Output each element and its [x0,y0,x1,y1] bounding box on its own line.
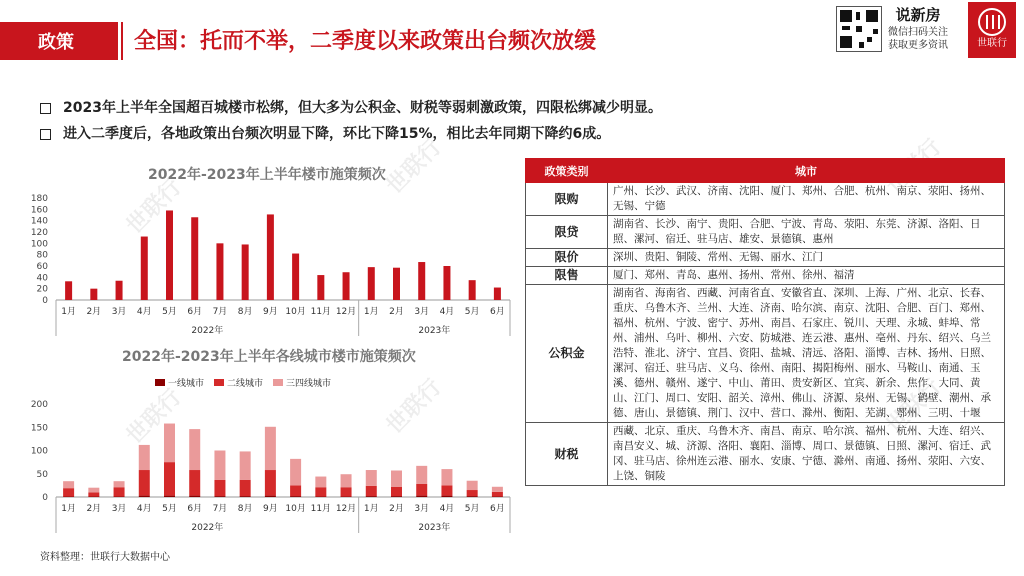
policy-city-table [525,158,1005,486]
legend-item [273,376,331,389]
bar [418,262,425,300]
bar-segment [366,486,377,496]
table-row [526,423,1005,486]
policy-type: 限售 [526,267,608,285]
x-tick-label: 12月 [335,504,357,514]
x-tick-label: 1月 [61,504,76,514]
x-tick-label: 8月 [237,307,253,317]
bar-segment [139,445,150,470]
bar-segment [265,427,276,470]
watermark: 世联行 [122,384,187,450]
bar [368,267,375,300]
x-tick-label: 1月 [363,504,379,514]
x-tick-label: 9月 [263,307,278,317]
legend-swatch [214,379,224,386]
x-tick-label: 3月 [111,504,127,514]
legend-swatch [273,379,283,386]
bar-segment [214,480,225,496]
x-tick-label: 2月 [389,307,404,317]
y-tick-label: 120 [30,228,48,238]
table-row [526,216,1005,249]
bar-segment [214,451,225,480]
x-tick-label: 3月 [414,307,430,317]
bar-segment [492,487,503,492]
x-tick-label: 4月 [439,504,455,514]
bar [443,266,450,300]
bar-segment [114,481,125,487]
bar-segment [416,496,427,497]
x-tick-label: 10月 [285,307,306,317]
company-logo [968,2,1016,58]
y-tick-label: 60 [36,262,48,272]
bar-segment [290,459,301,486]
watermark: 世联行 [382,134,447,200]
bar [393,268,400,300]
page-title: 全国：托而不举，二季度以来政策出台频次放缓 [134,29,597,54]
bar [494,288,501,300]
bar-segment [240,451,251,479]
year-group-label: 2023年 [418,523,451,533]
bar [317,275,324,300]
company-name: 世联行 [977,38,1007,49]
bar-segment [467,496,478,497]
y-tick-label: 180 [30,194,48,204]
bar-segment [189,496,200,497]
bar-segment [88,492,99,496]
bar [141,237,148,300]
bar-segment [315,487,326,496]
year-group-label: 2022年 [191,326,224,336]
bar-segment [492,492,503,497]
table-row [526,183,1005,216]
bar [90,289,97,300]
bar-segment [341,474,352,487]
bar-segment [366,496,377,497]
legend-label: 一线城市 [168,379,205,389]
bar-segment [391,487,402,496]
bar-segment [467,481,478,490]
policy-type: 公积金 [526,285,608,423]
bar-segment [416,466,427,484]
x-tick-label: 11月 [310,307,332,317]
bar-segment [189,429,200,470]
bar-segment [164,462,175,495]
bar [65,281,72,300]
watermark: 世联行 [122,174,187,240]
x-tick-label: 2月 [86,504,102,514]
x-tick-label: 6月 [187,504,203,514]
policy-cities: 深圳、贵阳、铜陵、常州、无锡、丽水、江门 [608,249,1005,267]
bar-segment [189,470,200,496]
x-tick-label: 12月 [335,307,357,317]
legend-item [155,376,204,389]
checkbox-bullet-icon [40,129,51,140]
policy-cities: 广州、长沙、武汉、济南、沈阳、厦门、郑州、合肥、杭州、南京、荥阳、扬州、无锡、宁德 [608,183,1005,216]
x-tick-label: 5月 [162,504,177,514]
bullet-text: 进入二季度后，各地政策出台频次明显下降，环比下降15%，相比去年同期下降约6成。 [63,126,611,142]
policy-cities: 厦门、郑州、青岛、惠州、扬州、常州、徐州、福清 [608,267,1005,285]
y-tick-label: 0 [42,296,48,306]
legend-label: 三四线城市 [286,379,332,389]
x-tick-label: 11月 [310,504,332,514]
table-row [526,285,1005,423]
y-tick-label: 50 [36,469,48,480]
x-tick-label: 2月 [389,504,404,514]
key-points [40,95,662,147]
policy-type: 限购 [526,183,608,216]
checkbox-bullet-icon [40,103,51,114]
bar [469,280,476,300]
x-tick-label: 5月 [464,504,480,514]
table-header-cities: 城市 [608,159,1005,183]
x-tick-label: 7月 [212,504,228,514]
bar-segment [88,488,99,493]
bar [166,210,173,300]
bar-segment [315,477,326,488]
x-tick-label: 6月 [490,504,505,514]
x-tick-label: 2月 [86,307,102,317]
policy-type: 限价 [526,249,608,267]
table-header-row [526,159,1005,183]
policy-cities: 湖南省、长沙、南宁、贵阳、合肥、宁波、青岛、荥阳、东莞、济源、洛阳、日照、漯河、宿迁、驻马店、雄安、景德镇、惠州 [608,216,1005,249]
x-tick-label: 1月 [363,307,379,317]
bar [216,243,223,300]
table-row [526,267,1005,285]
x-tick-label: 5月 [464,307,480,317]
bar [292,254,299,300]
bar-segment [265,496,276,497]
y-tick-label: 20 [36,284,48,295]
bar-segment [240,480,251,496]
policy-type: 财税 [526,423,608,486]
y-tick-label: 40 [36,273,48,284]
legend-swatch [155,379,165,386]
y-tick-label: 0 [42,493,48,503]
bar-segment [240,496,251,497]
x-tick-label: 6月 [490,307,505,317]
bar-segment [441,469,452,485]
policy-cities: 西藏、北京、重庆、乌鲁木齐、南昌、南京、哈尔滨、福州、杭州、大连、绍兴、南昌安义、城、济源、洛阳、襄阳、淄博、周口、景德镇、日照、漯河、宿迁、武冈、驻马店、徐州连云港、丽水、安康、宁德、滁州、南通、扬州、荥阳、六安、上饶、铜陵 [608,423,1005,486]
bullet-text: 2023年上半年全国超百城楼市松绑，但大多为公积金、财税等弱刺激政策，四限松绑减少明显。 [63,100,662,116]
bar-segment [63,481,74,488]
bar-segment [366,470,377,486]
city-tier-policy-chart [28,392,528,544]
table-header-type: 政策类别 [526,159,608,183]
policy-frequency-chart [28,186,528,366]
x-tick-label: 6月 [187,307,203,317]
brand-block [886,4,950,58]
policy-type: 限贷 [526,216,608,249]
section-tag: 政策 [0,22,112,60]
source-note: 资料整理：世联行大数据中心 [40,552,170,563]
bar-segment [139,470,150,496]
header-accent-line [121,22,123,60]
x-tick-label: 1月 [61,307,76,317]
bar-segment [139,496,150,497]
logo-ring-icon [978,8,1006,36]
bar-segment [63,488,74,496]
year-group-label: 2023年 [418,326,451,336]
bar [191,217,198,300]
bar [267,214,274,300]
legend-item [214,376,263,389]
watermark: 世联行 [882,374,947,440]
qr-code-icon [836,6,882,52]
x-tick-label: 8月 [237,504,253,514]
bar-segment [214,496,225,497]
chart2-legend [155,376,331,389]
bar-segment [164,496,175,497]
chart1-title: 2022年-2023年上半年楼市施策频次 [148,167,386,183]
x-tick-label: 10月 [285,504,306,514]
bar-segment [341,487,352,496]
y-tick-label: 100 [30,239,48,250]
bullet-item [40,121,662,147]
y-tick-label: 100 [30,446,48,457]
y-tick-label: 150 [30,423,48,434]
legend-label: 二线城市 [227,379,264,389]
bar-segment [164,424,175,463]
bar-segment [416,484,427,496]
table-row [526,249,1005,267]
y-tick-label: 200 [30,400,48,410]
bar-segment [467,490,478,496]
bar-segment [290,496,301,497]
chart2-title: 2022年-2023年上半年各线城市楼市施策频次 [122,349,416,365]
x-tick-label: 7月 [212,307,228,317]
bar [116,281,123,300]
bar-segment [391,470,402,486]
bar-segment [441,485,452,495]
bar-segment [114,487,125,496]
policy-cities: 湖南省、海南省、西藏、河南省直、安徽省直、深圳、上海、广州、北京、长春、重庆、乌鲁木齐、兰州、大连、济南、哈尔滨、南京、沈阳、合肥、百门、郑州、福州、杭州、宁波、密宁、苏州、南昌、石家庄、锐川、天理、永城、蚌埠、常州、浦州、乌叶、柳州、六安、防城港、连云港、惠州、亳州、丹东、绍兴、乌兰浩特、淮北、济宁、宜昌、资阳、盐城、清远、洛阳、淄博、吉林、扬州、日照、漯河、宿迁、驻马店、义乌、徐州、南阳、揭阳梅州、丽水、马鞍山、南通、玉溪、德州、赣州、遂宁、中山、莆田、贵安新区、宜宾、新余、焦作、大同、黄山、江门、周口、安阳、韶关、漳州、佛山、济源、泉州、无锡、鹤壁、潮州、承德、唐山、景德镇、荆门、汉中、营口、滁州、衡阳、芜湖、鄂州、三明、十堰 [608,285,1005,423]
bullet-item [40,95,662,121]
year-group-label: 2022年 [191,523,224,533]
x-tick-label: 4月 [439,307,455,317]
x-tick-label: 4月 [136,504,152,514]
brand-line-2: 获取更多资讯 [888,40,948,51]
x-tick-label: 5月 [162,307,177,317]
bar [242,244,249,300]
brand-line-1: 微信扫码关注 [888,27,948,38]
y-tick-label: 80 [36,250,48,261]
y-tick-label: 140 [30,216,48,227]
bar-segment [441,496,452,497]
x-tick-label: 3月 [414,504,430,514]
y-tick-label: 160 [30,205,48,216]
header-accent-bar [112,22,118,60]
bar [343,272,350,300]
x-tick-label: 3月 [111,307,127,317]
x-tick-label: 4月 [136,307,152,317]
bar-segment [265,470,276,496]
bar-segment [290,485,301,496]
x-tick-label: 9月 [263,504,278,514]
watermark: 世联行 [382,374,447,440]
brand-logo: 说新房 [895,6,941,24]
bar-segment [391,496,402,497]
